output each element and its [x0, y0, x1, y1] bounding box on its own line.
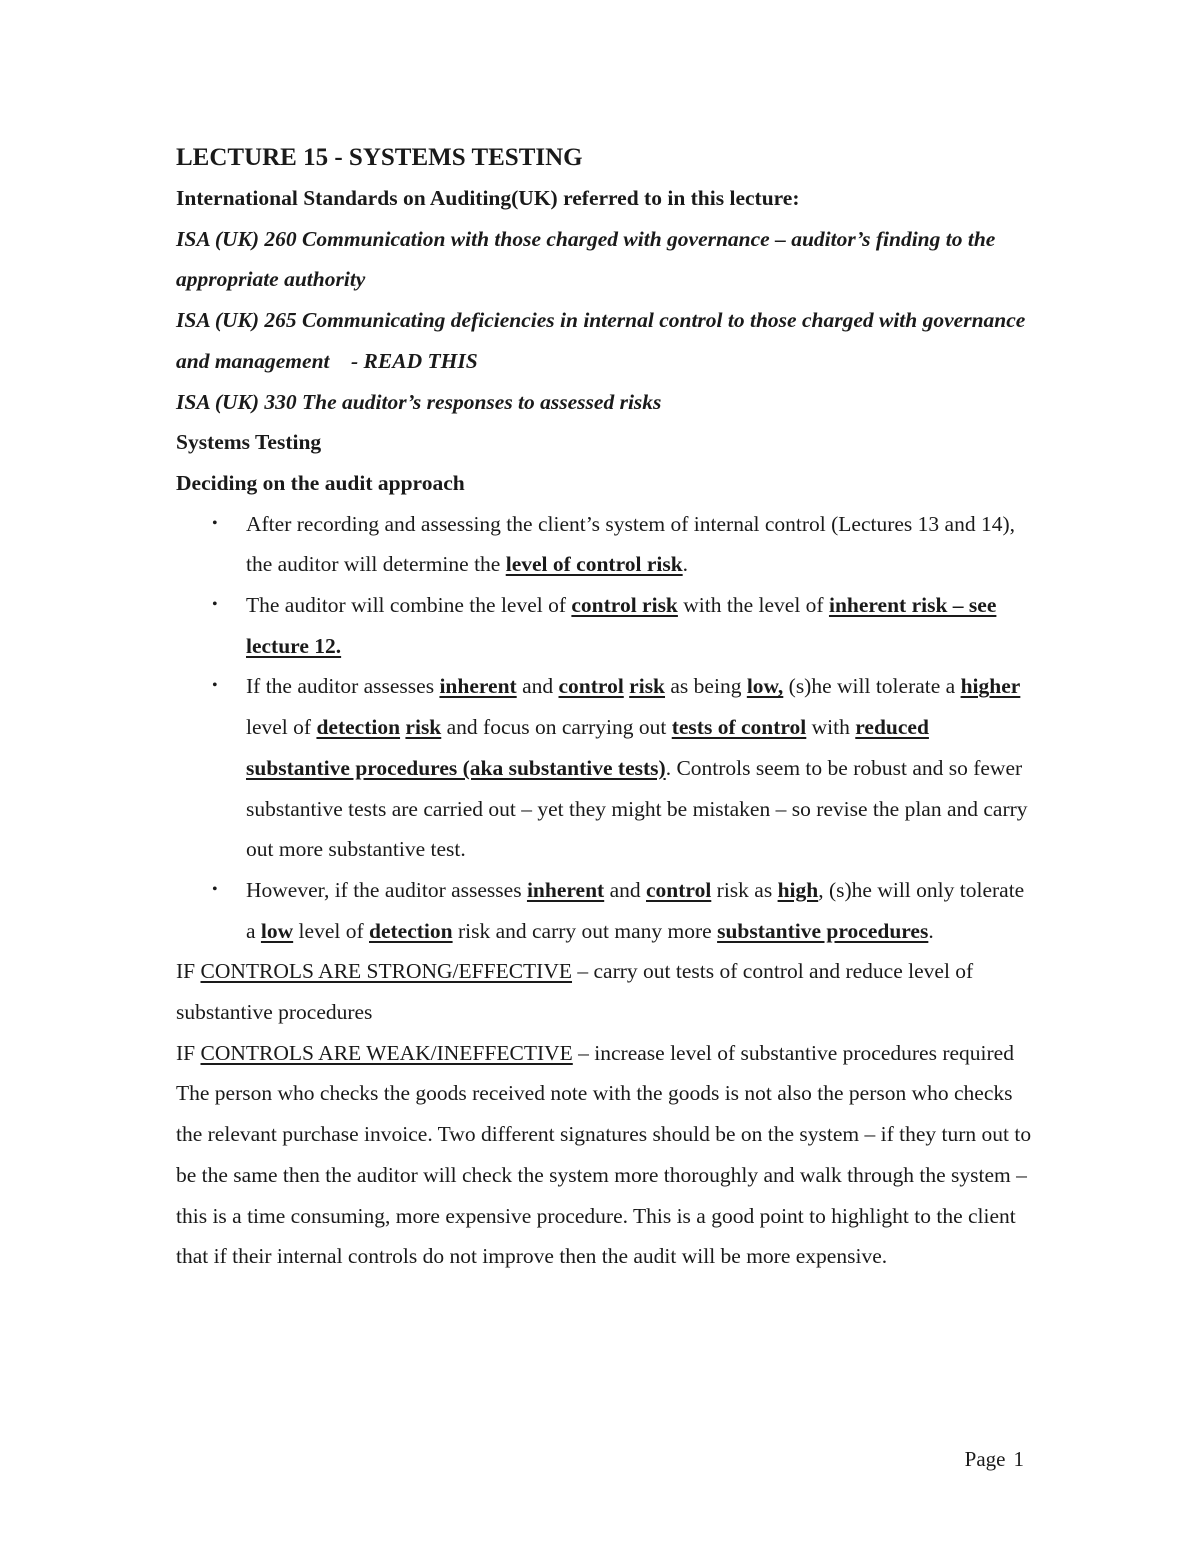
emphasis: tests of control — [671, 715, 807, 740]
page-label: Page — [964, 1447, 1006, 1471]
page-footer — [965, 1444, 1024, 1474]
bullet-text: and — [516, 674, 559, 699]
list-item — [176, 666, 1036, 870]
emphasis: low — [260, 918, 294, 943]
isa-260-reference: ISA (UK) 260 Communication with those charged with governance – auditor’s finding to the appropriate authority — [176, 226, 996, 292]
isa-265-reference — [176, 300, 1036, 381]
emphasis: control risk — [571, 593, 678, 618]
emphasis: inherent — [439, 674, 517, 699]
isa-265-note: - READ THIS — [351, 348, 478, 373]
bullet-text: . — [928, 918, 934, 943]
bullet-text: level of — [293, 918, 369, 943]
emphasis: risk — [405, 715, 442, 740]
emphasis: control — [558, 674, 624, 699]
bullet-text: The auditor will combine the level of — [246, 593, 572, 618]
emphasis: high — [777, 877, 819, 902]
bullet-text: (s)he will tolerate a — [783, 674, 961, 699]
weak-controls-paragraph — [176, 1033, 1036, 1074]
bullet-text: and — [604, 877, 646, 902]
emphasis: detection — [369, 918, 453, 943]
bullet-text: with the level of — [677, 593, 829, 618]
bullet-text: as being — [665, 674, 747, 699]
page-number: 1 — [1013, 1447, 1024, 1471]
isa-330-reference: ISA (UK) 330 The auditor’s responses to assessed risks — [176, 389, 662, 414]
bullet-text: level of — [246, 715, 317, 740]
bullet-text: After recording and assessing the client’s system of internal control (Lectures 13 and 14), the auditor will determine the — [246, 511, 1015, 577]
emphasis: low, — [746, 674, 784, 699]
emphasis: higher — [960, 674, 1021, 699]
section-heading-systems-testing: Systems Testing — [176, 430, 322, 455]
list-item — [176, 870, 1036, 951]
emphasis: CONTROLS ARE STRONG/EFFECTIVE — [200, 959, 573, 984]
list-item — [176, 585, 1036, 666]
emphasis: control — [646, 877, 712, 902]
bullet-text: If the auditor assesses — [246, 674, 440, 699]
audit-approach-list — [176, 504, 1036, 952]
paragraph-text: IF — [176, 1040, 201, 1065]
bullet-text: risk and carry out many more — [452, 918, 718, 943]
emphasis: inherent — [526, 877, 605, 902]
document-body — [176, 138, 1036, 1277]
bullet-icon: • — [212, 677, 218, 695]
emphasis: risk — [629, 674, 666, 699]
list-item — [176, 504, 1036, 585]
bullet-icon: • — [212, 596, 218, 614]
bullet-icon: • — [212, 514, 218, 532]
bullet-icon: • — [212, 880, 218, 898]
emphasis: detection — [316, 715, 401, 740]
bullet-text: , (s)he will only tolerate a — [246, 877, 1025, 943]
emphasis: reduced substantive procedures (aka substantive tests) — [246, 715, 929, 780]
paragraph-text: IF — [176, 959, 201, 984]
segregation-paragraph: The person who checks the goods received note with the goods is not also the person who checks the relevant purchase invoice. Two different signatures should be on the system – if they turn out to be the same then the auditor will check the system more thoroughly and walk through the system – this is a time consuming, more expensive procedure. This is a good point to highlight to the client that if their internal controls do not improve then the audit will be more expensive. — [176, 1081, 1032, 1269]
bullet-text: with — [806, 715, 856, 740]
standards-heading: International Standards on Auditing(UK) referred to in this lecture: — [176, 186, 800, 210]
strong-controls-paragraph — [176, 951, 1036, 1032]
bullet-text: However, if the auditor assesses — [246, 877, 527, 902]
bullet-text: . Controls seem to be robust and so fewer substantive tests are carried out – yet they might be mistaken – so revise the plan and carry out more substantive test. — [246, 755, 1028, 862]
emphasis: level of control risk — [505, 552, 683, 577]
emphasis: substantive procedures — [717, 918, 929, 943]
paragraph-text: – increase level of substantive procedures required — [572, 1040, 1014, 1065]
paragraph-text: – carry out tests of control and reduce level of substantive procedures — [176, 959, 974, 1025]
emphasis: CONTROLS ARE WEAK/INEFFECTIVE — [200, 1040, 573, 1065]
page-title: LECTURE 15 - SYSTEMS TESTING — [176, 144, 583, 171]
section-heading-audit-approach: Deciding on the audit approach — [176, 470, 465, 495]
emphasis: inherent risk – see lecture 12. — [246, 593, 997, 658]
bullet-text: . — [682, 552, 689, 577]
bullet-text: risk as — [711, 877, 778, 902]
bullet-text: and focus on carrying out — [441, 715, 672, 740]
isa-265-title: ISA (UK) 265 Communicating deficiencies in internal control to those charged with governance and management — [176, 308, 1026, 373]
